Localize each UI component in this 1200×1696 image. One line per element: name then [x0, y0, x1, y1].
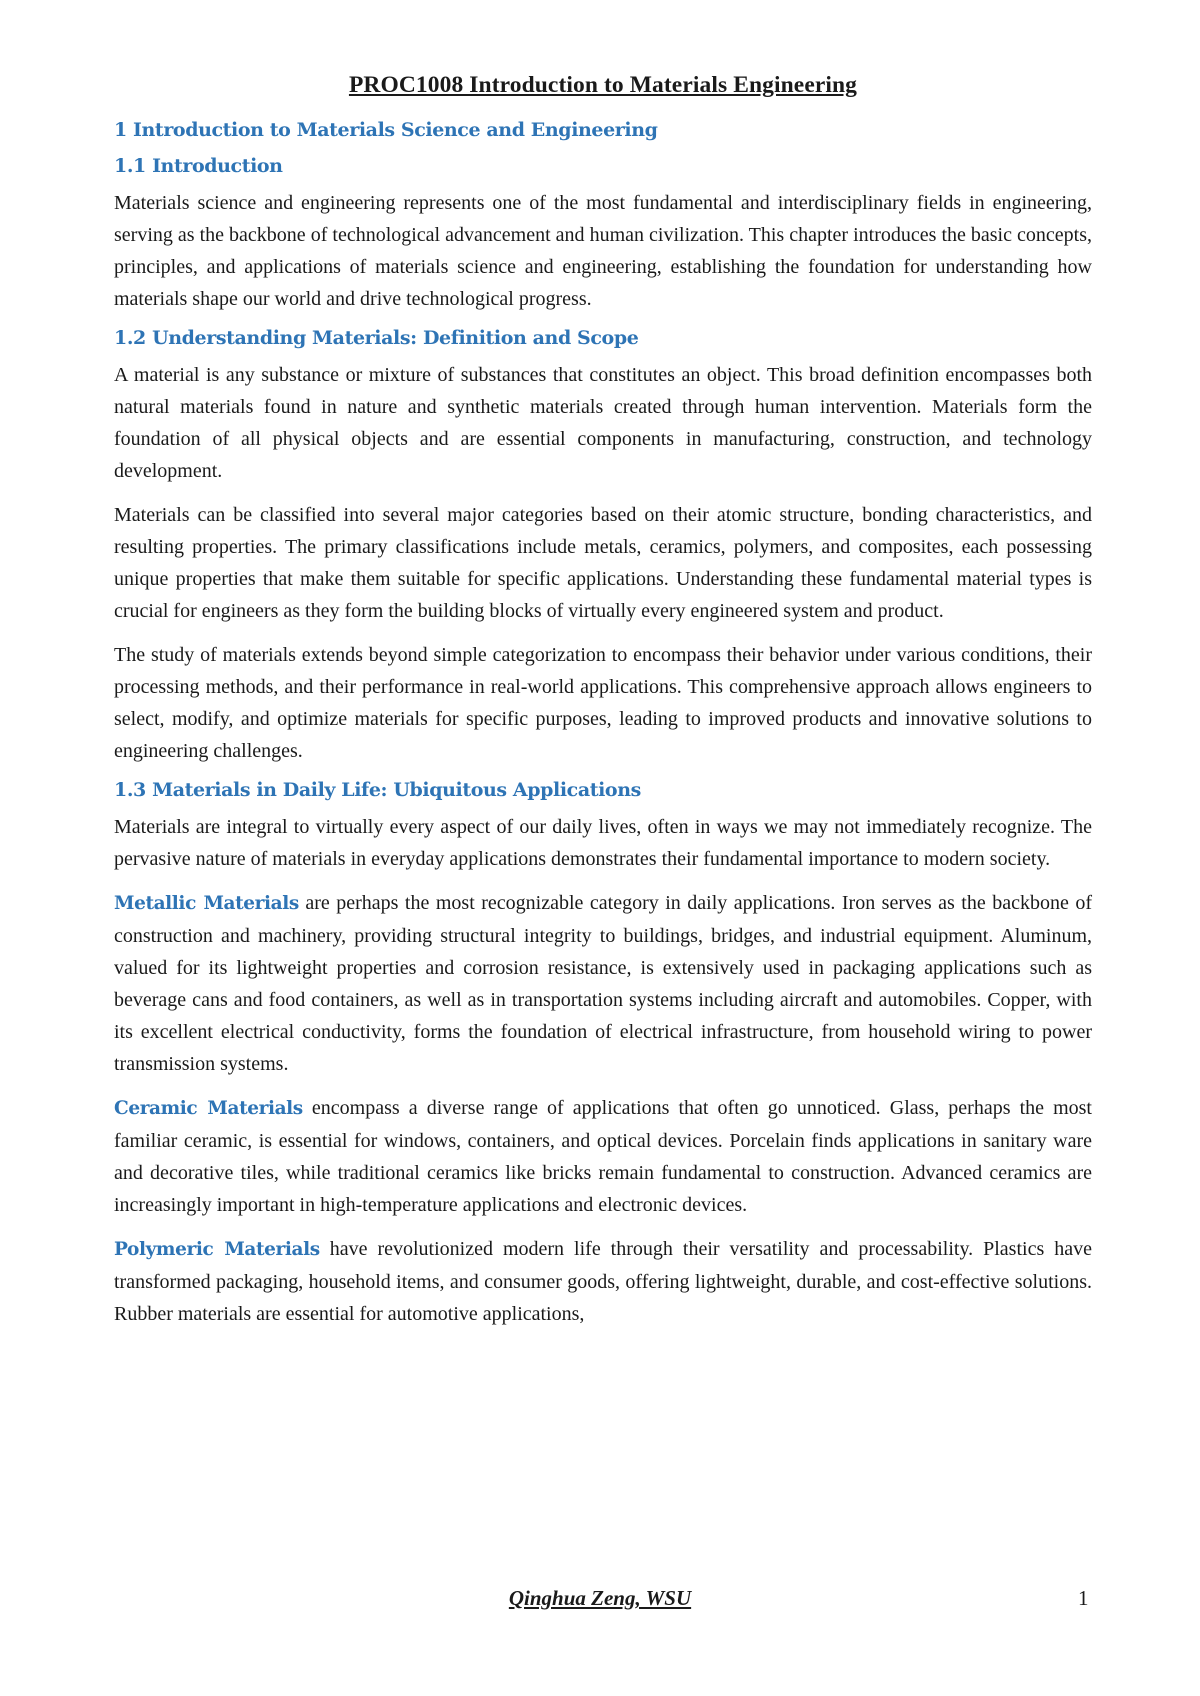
metallic-materials-text: are perhaps the most recognizable category in daily applications. Iron serves as the backbone of construction and machinery, providing structural integrity to buildings, bridges, and industrial equipment. Aluminum, valued for its lightweight properties and corrosion resistance, is extensively used in packaging applications such as beverage cans and food containers, as well as in transportation systems including aircraft and automobiles. Copper, with its excellent electrical conductivity, forms the foundation of electrical infrastructure, from household wiring to power transmission systems.	[114, 892, 1093, 1075]
metallic-materials-lead: Metallic Materials	[114, 893, 299, 914]
paragraph: Materials can be classified into several major categories based on their atomic structure, bonding characteristics, and resulting properties. The primary classifications include metals, ceramics, polymers, and composites, each possessing unique properties that make them suitable for specific applications. Understanding these fundamental material types is crucial for engineers as they form the building blocks of virtually every engineered system and product.	[114, 504, 1092, 622]
page-content	[114, 72, 1092, 1342]
polymeric-materials-lead: Polymeric Materials	[114, 1239, 320, 1260]
ceramic-materials-text: encompass a diverse range of applications that often go unnoticed. Glass, perhaps the most familiar ceramic, is essential for windows, containers, and optical devices. Porcelain finds applications in sanitary ware and decorative tiles, while traditional ceramics like bricks remain fundamental to construction. Advanced ceramics are increasingly important in high-temperature applications and electronic devices.	[114, 1097, 1092, 1216]
paragraph: A material is any substance or mixture of substances that constitutes an object. This broad definition encompasses both natural materials found in nature and synthetic materials created through human intervention. Materials form the foundation of all physical objects and are essential components in manufacturing, construction, and technology development.	[114, 364, 1092, 482]
polymeric-materials-paragraph	[114, 1233, 1092, 1330]
paragraph: The study of materials extends beyond simple categorization to encompass their behavior under various conditions, their processing methods, and their performance in real-world applications. This comprehensive approach allows engineers to select, modify, and optimize materials for specific purposes, leading to improved products and innovative solutions to engineering challenges.	[114, 644, 1092, 762]
document-title: PROC1008 Introduction to Materials Engineering	[348, 72, 858, 98]
polymeric-materials-text: have revolutionized modern life through their versatility and processability. Plastics have transformed packaging, household items, and consumer goods, offering lightweight, durable, and cost-effective solutions. Rubber materials are essential for automotive applications,	[114, 1238, 1092, 1325]
paragraph: Materials are integral to virtually every aspect of our daily lives, often in ways we may not immediately recognize. The pervasive nature of materials in everyday applications demonstrates their fundamental importance to modern society.	[114, 816, 1092, 870]
ceramic-materials-lead: Ceramic Materials	[114, 1098, 303, 1119]
chapter-heading: 1 Introduction to Materials Science and Engineering	[114, 119, 658, 141]
page-footer	[0, 1586, 1200, 1616]
footer-author: Qinghua Zeng, WSU	[508, 1586, 692, 1610]
section-heading-1-1: 1.1 Introduction	[114, 155, 283, 177]
section-heading-1-2: 1.2 Understanding Materials: Definition and Scope	[114, 327, 639, 349]
ceramic-materials-paragraph	[114, 1092, 1092, 1221]
paragraph: Materials science and engineering represents one of the most fundamental and interdisciplinary fields in engineering, serving as the backbone of technological advancement and human civilization. This chapter introduces the basic concepts, principles, and applications of materials science and engineering, establishing the foundation for understanding how materials shape our world and drive technological progress.	[114, 192, 1092, 310]
page-number: 1	[1078, 1586, 1089, 1610]
section-heading-1-3: 1.3 Materials in Daily Life: Ubiquitous Applications	[114, 779, 641, 801]
metallic-materials-paragraph	[114, 887, 1092, 1080]
